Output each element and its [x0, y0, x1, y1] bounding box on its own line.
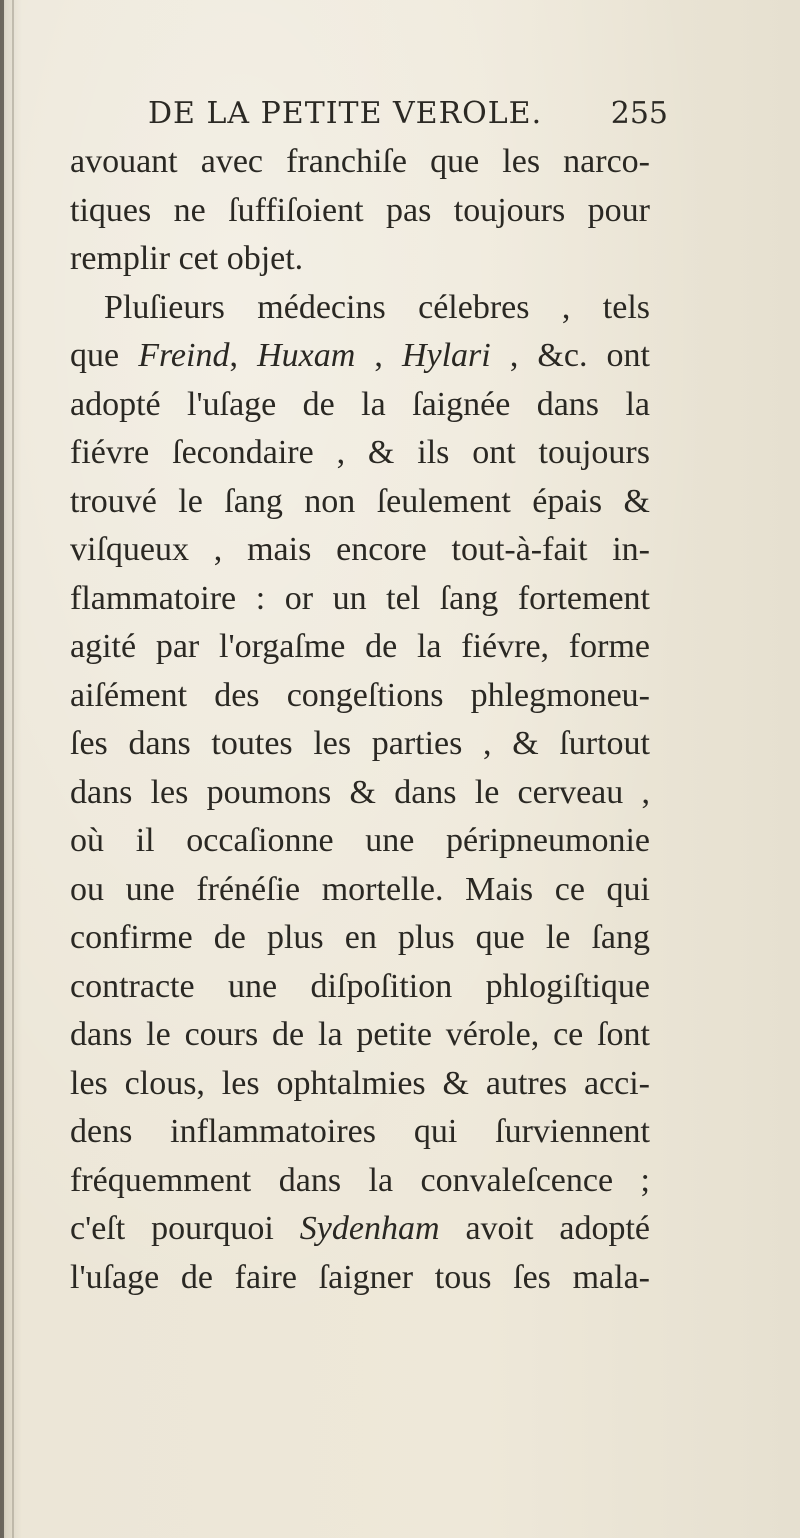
- text-segment: ,: [229, 337, 258, 374]
- text-segment: ſes dans toutes les parties , & ſurtout: [70, 725, 650, 762]
- text-segment: tiques ne ſuffiſoient pas toujours pour: [70, 191, 650, 229]
- text-line: [70, 429, 650, 478]
- text-segment: , &c. ont: [490, 337, 650, 374]
- text-segment: dens inflammatoires qui ſurviennent: [70, 1113, 650, 1150]
- text-segment: où il occaſionne une péripneumonie: [70, 822, 650, 859]
- text-line: [70, 575, 650, 624]
- text-segment: adopté l'uſage de la ſaignée dans la: [70, 385, 650, 423]
- text-line: [70, 623, 650, 672]
- text-line: [70, 1011, 650, 1060]
- text-line: [70, 1108, 650, 1157]
- text-line: [70, 1205, 650, 1254]
- text-line: [70, 1157, 650, 1206]
- text-segment: remplir cet objet.: [70, 240, 304, 277]
- binding-shadow: [12, 0, 14, 1538]
- text-line: [70, 769, 650, 818]
- text-segment: agité par l'orgaſme de la fiévre, forme: [70, 628, 650, 665]
- text-segment: aiſément des congeſtions phlegmoneu-: [70, 676, 650, 714]
- text-line: [70, 720, 650, 769]
- text-line: [70, 187, 650, 236]
- text-segment: flammatoire : or un tel ſang fortement: [70, 579, 650, 617]
- text-segment: fiévre ſecondaire , & ils ont toujours: [70, 434, 650, 471]
- text-segment: avoit adopté: [439, 1210, 650, 1247]
- text-segment: contracte une diſpoſition phlogiſtique: [70, 967, 650, 1005]
- page-number: 255: [610, 96, 668, 131]
- text-segment: c'eſt pourquoi: [70, 1210, 300, 1247]
- italic-name: Freind: [138, 337, 230, 374]
- text-segment: ou une frénéſie mortelle. Mais ce qui: [70, 870, 650, 908]
- text-line: [70, 1254, 650, 1303]
- text-line: [70, 672, 650, 721]
- text-line: [70, 1060, 650, 1109]
- text-line: [70, 526, 650, 575]
- text-segment: trouvé le ſang non ſeulement épais &: [70, 482, 650, 520]
- text-line: [70, 817, 650, 866]
- italic-name: Huxam: [257, 337, 356, 374]
- text-line: [70, 138, 650, 187]
- text-line: [70, 332, 650, 381]
- running-title: DE LA PETITE VEROLE.: [148, 96, 543, 131]
- text-segment: ,: [355, 337, 402, 374]
- text-segment: l'uſage de faire ſaigner tous ſes mala-: [70, 1258, 650, 1296]
- text-line: [70, 866, 650, 915]
- text-line: [70, 235, 650, 284]
- text-line: [70, 963, 650, 1012]
- text-segment: Pluſieurs médecins célebres , tels: [104, 288, 650, 326]
- italic-name: Hylari: [401, 337, 491, 374]
- text-line: [70, 478, 650, 527]
- text-line: [70, 914, 650, 963]
- text-segment: dans les poumons & dans le cerveau ,: [70, 773, 650, 811]
- text-segment: les clous, les ophtalmies & autres acci-: [70, 1064, 650, 1102]
- text-segment: dans le cours de la petite vérole, ce ſont: [70, 1016, 650, 1053]
- text-segment: fréquemment dans la convaleſcence ;: [70, 1161, 650, 1199]
- binding-edge: [0, 0, 4, 1538]
- text-segment: viſqueux , mais encore tout-à-fait in-: [70, 531, 650, 568]
- italic-name: Sydenham: [299, 1210, 440, 1247]
- page-header: [148, 90, 668, 140]
- text-line: [70, 381, 650, 430]
- text-segment: que: [70, 337, 139, 374]
- text-segment: avouant avec franchiſe que les narco-: [70, 143, 650, 180]
- text-segment: confirme de plus en plus que le ſang: [70, 919, 650, 956]
- text-line: [70, 284, 650, 333]
- body-text: [70, 138, 670, 1302]
